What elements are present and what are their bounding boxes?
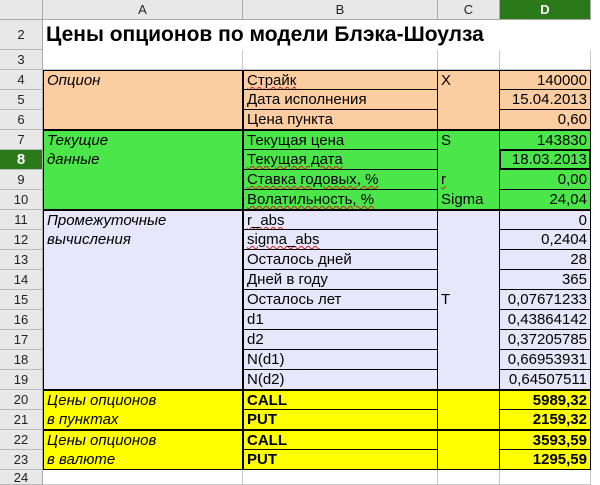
- param-symbol[interactable]: [438, 390, 500, 410]
- param-symbol[interactable]: [438, 430, 500, 450]
- param-value[interactable]: 0,43864142: [500, 310, 591, 330]
- group-cell[interactable]: [43, 330, 243, 350]
- group-cell[interactable]: [43, 270, 243, 290]
- param-name[interactable]: r_abs: [243, 210, 438, 230]
- row-header-10[interactable]: 10: [0, 190, 43, 210]
- param-value[interactable]: 15.04.2013: [500, 90, 591, 110]
- param-name[interactable]: Страйк: [243, 70, 438, 90]
- param-name[interactable]: Текущая цена: [243, 130, 438, 150]
- param-value[interactable]: 0,00: [500, 170, 591, 190]
- param-symbol[interactable]: [438, 90, 500, 110]
- param-name[interactable]: Осталось лет: [243, 290, 438, 310]
- row-header-9[interactable]: 9: [0, 170, 43, 190]
- group-label-prices_currency-2[interactable]: в валюте: [43, 450, 243, 470]
- group-cell[interactable]: [43, 170, 243, 190]
- group-cell[interactable]: [43, 110, 243, 130]
- group-cell[interactable]: [43, 310, 243, 330]
- param-symbol[interactable]: r: [438, 170, 500, 190]
- active-cell-cursor: [499, 149, 591, 170]
- row-header-11[interactable]: 11: [0, 210, 43, 230]
- param-value[interactable]: 5989,32: [500, 390, 591, 410]
- row-header-8[interactable]: 8: [0, 150, 43, 170]
- group-label-prices_points[interactable]: Цены опционов: [43, 390, 243, 410]
- sheet-title[interactable]: Цены опционов по модели Блэка-Шоулза: [46, 23, 484, 46]
- param-symbol[interactable]: [438, 250, 500, 270]
- param-value[interactable]: 18.03.2013: [500, 150, 591, 170]
- group-cell[interactable]: [43, 250, 243, 270]
- param-value[interactable]: 0,60: [500, 110, 591, 130]
- group-label-current-2[interactable]: данные: [43, 150, 243, 170]
- column-header-a[interactable]: A: [43, 0, 243, 20]
- row-header-12[interactable]: 12: [0, 230, 43, 250]
- column-header-d[interactable]: D: [500, 0, 591, 20]
- group-cell[interactable]: [43, 370, 243, 390]
- param-value[interactable]: 365: [500, 270, 591, 290]
- param-symbol[interactable]: S: [438, 130, 500, 150]
- select-all-corner[interactable]: [0, 0, 43, 20]
- group-cell[interactable]: [43, 290, 243, 310]
- row-header-16[interactable]: 16: [0, 310, 43, 330]
- group-label-intermediate[interactable]: Промежуточные: [43, 210, 243, 230]
- param-symbol[interactable]: [438, 210, 500, 230]
- param-name[interactable]: d1: [243, 310, 438, 330]
- param-value[interactable]: 0,37205785: [500, 330, 591, 350]
- row-header-14[interactable]: 14: [0, 270, 43, 290]
- group-label-option[interactable]: Опцион: [43, 70, 243, 90]
- empty-cell[interactable]: [43, 470, 243, 485]
- param-name[interactable]: Осталось дней: [243, 250, 438, 270]
- row-header-13[interactable]: 13: [0, 250, 43, 270]
- group-cell[interactable]: [43, 90, 243, 110]
- row-header-15[interactable]: 15: [0, 290, 43, 310]
- row-header-17[interactable]: 17: [0, 330, 43, 350]
- param-value[interactable]: 24,04: [500, 190, 591, 210]
- param-name[interactable]: d2: [243, 330, 438, 350]
- param-symbol[interactable]: Sigma: [438, 190, 500, 210]
- empty-cell[interactable]: [500, 50, 591, 70]
- param-name[interactable]: N(d1): [243, 350, 438, 370]
- group-cell[interactable]: [43, 190, 243, 210]
- row-header-18[interactable]: 18: [0, 350, 43, 370]
- param-symbol[interactable]: [438, 370, 500, 390]
- param-value[interactable]: 0,2404: [500, 230, 591, 250]
- param-value[interactable]: 1295,59: [500, 450, 591, 470]
- param-value[interactable]: 0,64507511: [500, 370, 591, 390]
- column-header-b[interactable]: B: [243, 0, 438, 20]
- param-symbol[interactable]: [438, 410, 500, 430]
- row-header-6[interactable]: 6: [0, 110, 43, 130]
- row-header-7[interactable]: 7: [0, 130, 43, 150]
- row-header-23[interactable]: 23: [0, 450, 43, 470]
- param-symbol[interactable]: T: [438, 290, 500, 310]
- param-symbol[interactable]: [438, 270, 500, 290]
- param-symbol[interactable]: X: [438, 70, 500, 90]
- row-header-4[interactable]: 4: [0, 70, 43, 90]
- param-name[interactable]: Цена пункта: [243, 110, 438, 130]
- param-symbol[interactable]: [438, 310, 500, 330]
- param-name[interactable]: Волатильность, %: [243, 190, 438, 210]
- empty-cell[interactable]: [500, 470, 591, 485]
- group-label-intermediate-2[interactable]: вычисления: [43, 230, 243, 250]
- param-symbol[interactable]: [438, 230, 500, 250]
- param-value[interactable]: 2159,32: [500, 410, 591, 430]
- param-name[interactable]: sigma_abs: [243, 230, 438, 250]
- param-name[interactable]: N(d2): [243, 370, 438, 390]
- param-symbol[interactable]: [438, 330, 500, 350]
- param-symbol[interactable]: [438, 350, 500, 370]
- empty-cell[interactable]: [438, 470, 500, 485]
- param-name[interactable]: Дата исполнения: [243, 90, 438, 110]
- param-value[interactable]: 0: [500, 210, 591, 230]
- param-name[interactable]: Дней в году: [243, 270, 438, 290]
- param-symbol[interactable]: [438, 450, 500, 470]
- param-value[interactable]: 140000: [500, 70, 591, 90]
- param-value[interactable]: 143830: [500, 130, 591, 150]
- row-header-20[interactable]: 20: [0, 390, 43, 410]
- empty-cell[interactable]: [243, 50, 438, 70]
- row-header-24[interactable]: 24: [0, 470, 43, 485]
- param-name[interactable]: PUT: [243, 450, 438, 470]
- group-label-prices_points-2[interactable]: в пунктах: [43, 410, 243, 430]
- row-header-2[interactable]: 2: [0, 20, 43, 50]
- empty-cell[interactable]: [43, 50, 243, 70]
- param-value[interactable]: 3593,59: [500, 430, 591, 450]
- row-header-5[interactable]: 5: [0, 90, 43, 110]
- param-name[interactable]: Ставка годовых, %: [243, 170, 438, 190]
- param-value[interactable]: 28: [500, 250, 591, 270]
- empty-cell[interactable]: [243, 470, 438, 485]
- param-value[interactable]: 0,66953931: [500, 350, 591, 370]
- param-value[interactable]: 0,07671233: [500, 290, 591, 310]
- param-name[interactable]: CALL: [243, 430, 438, 450]
- param-symbol[interactable]: [438, 110, 500, 130]
- param-name[interactable]: CALL: [243, 390, 438, 410]
- row-header-3[interactable]: 3: [0, 50, 43, 70]
- empty-cell[interactable]: [438, 50, 500, 70]
- param-name[interactable]: Текущая дата: [243, 150, 438, 170]
- param-symbol[interactable]: [438, 150, 500, 170]
- group-label-current[interactable]: Текущие: [43, 130, 243, 150]
- row-header-21[interactable]: 21: [0, 410, 43, 430]
- group-cell[interactable]: [43, 350, 243, 370]
- group-label-prices_currency[interactable]: Цены опционов: [43, 430, 243, 450]
- row-header-22[interactable]: 22: [0, 430, 43, 450]
- column-header-c[interactable]: C: [438, 0, 500, 20]
- param-name[interactable]: PUT: [243, 410, 438, 430]
- row-header-19[interactable]: 19: [0, 370, 43, 390]
